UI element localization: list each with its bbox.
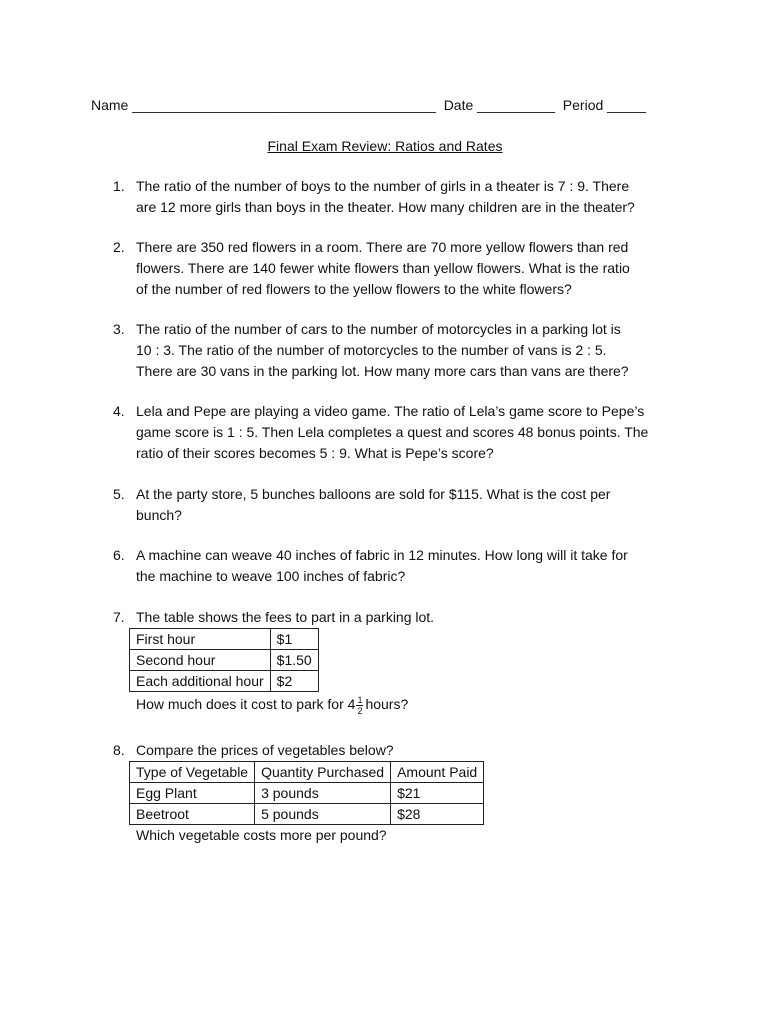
question-text: The ratio of the number of cars to the number of motorcycles in a parking lot is <box>136 321 621 337</box>
table-row <box>130 783 484 804</box>
question-5 <box>113 484 683 526</box>
question-2 <box>113 237 683 300</box>
question-number: 8. <box>113 742 125 758</box>
table-cell: $28 <box>391 804 484 825</box>
table-row <box>130 804 484 825</box>
question-4 <box>113 401 683 464</box>
column-header: Amount Paid <box>391 762 484 783</box>
question-text: The table shows the fees to part in a parking lot. <box>136 609 435 625</box>
column-header: Type of Vegetable <box>130 762 255 783</box>
question-text: At the party store, 5 bunches balloons are sold for $115. What is the cost per <box>136 486 611 502</box>
question-text: Compare the prices of vegetables below? <box>136 742 394 758</box>
table-cell: First hour <box>130 629 271 650</box>
question-text: of the number of red flowers to the yellow flowers to the white flowers? <box>136 281 572 297</box>
table-header-row <box>130 762 484 783</box>
followup-text: How much does it cost to park for 4 <box>136 696 356 712</box>
question-6 <box>113 545 683 587</box>
table-cell: $1.50 <box>270 650 318 671</box>
parking-fee-table <box>129 628 319 692</box>
column-header: Quantity Purchased <box>255 762 391 783</box>
question-text: There are 30 vans in the parking lot. How many more cars than vans are there? <box>136 363 629 379</box>
table-cell: Egg Plant <box>130 783 255 804</box>
question-text: A machine can weave 40 inches of fabric in 12 minutes. How long will it take for <box>136 547 628 563</box>
name-field[interactable]: Name _______________________________________ <box>91 97 436 113</box>
table-row <box>130 650 319 671</box>
table-cell: Each additional hour <box>130 671 271 692</box>
question-followup: Which vegetable costs more per pound? <box>136 827 387 843</box>
question-number: 2. <box>113 239 125 255</box>
table-row <box>130 629 319 650</box>
fraction-numerator: 1 <box>357 694 363 705</box>
table-cell: $21 <box>391 783 484 804</box>
question-8 <box>113 740 683 846</box>
table-cell: 5 pounds <box>255 804 391 825</box>
question-text: the machine to weave 100 inches of fabric? <box>136 568 406 584</box>
question-text: There are 350 red flowers in a room. There are 70 more yellow flowers than red <box>136 239 629 255</box>
table-cell: Second hour <box>130 650 271 671</box>
question-text: Lela and Pepe are playing a video game. The ratio of Lela’s game score to Pepe’s <box>136 403 645 419</box>
question-number: 6. <box>113 547 125 563</box>
fraction-denominator: 2 <box>357 705 363 716</box>
question-number: 4. <box>113 403 125 419</box>
header <box>91 95 691 115</box>
period-field[interactable]: Period _____ <box>562 97 647 113</box>
question-1 <box>113 176 683 218</box>
table-cell: Beetroot <box>130 804 255 825</box>
question-7 <box>113 607 683 716</box>
question-text: bunch? <box>136 507 182 523</box>
question-number: 3. <box>113 321 125 337</box>
question-followup <box>136 694 683 716</box>
question-text: flowers. There are 140 fewer white flowers than yellow flowers. What is the ratio <box>136 260 630 276</box>
page-title: Final Exam Review: Ratios and Rates <box>267 138 503 154</box>
question-text: ratio of their scores becomes 5 : 9. What is Pepe’s score? <box>136 445 494 461</box>
fraction <box>356 695 363 716</box>
table-cell: $1 <box>270 629 318 650</box>
question-text: 10 : 3. The ratio of the number of motorcycles to the number of vans is 2 : 5. <box>136 342 607 358</box>
question-text: game score is 1 : 5. Then Lela completes a quest and scores 48 bonus points. The <box>136 424 649 440</box>
followup-text: hours? <box>365 696 409 712</box>
vegetable-price-table <box>129 761 484 825</box>
question-number: 7. <box>113 609 125 625</box>
table-cell: $2 <box>270 671 318 692</box>
question-3 <box>113 319 683 382</box>
table-row <box>130 671 319 692</box>
question-text: The ratio of the number of boys to the number of girls in a theater is 7 : 9. There <box>136 178 630 194</box>
question-text: are 12 more girls than boys in the theater. How many children are in the theater? <box>136 199 635 215</box>
question-number: 5. <box>113 486 125 502</box>
table-cell: 3 pounds <box>255 783 391 804</box>
question-number: 1. <box>113 178 125 194</box>
date-field[interactable]: Date __________ <box>443 97 556 113</box>
